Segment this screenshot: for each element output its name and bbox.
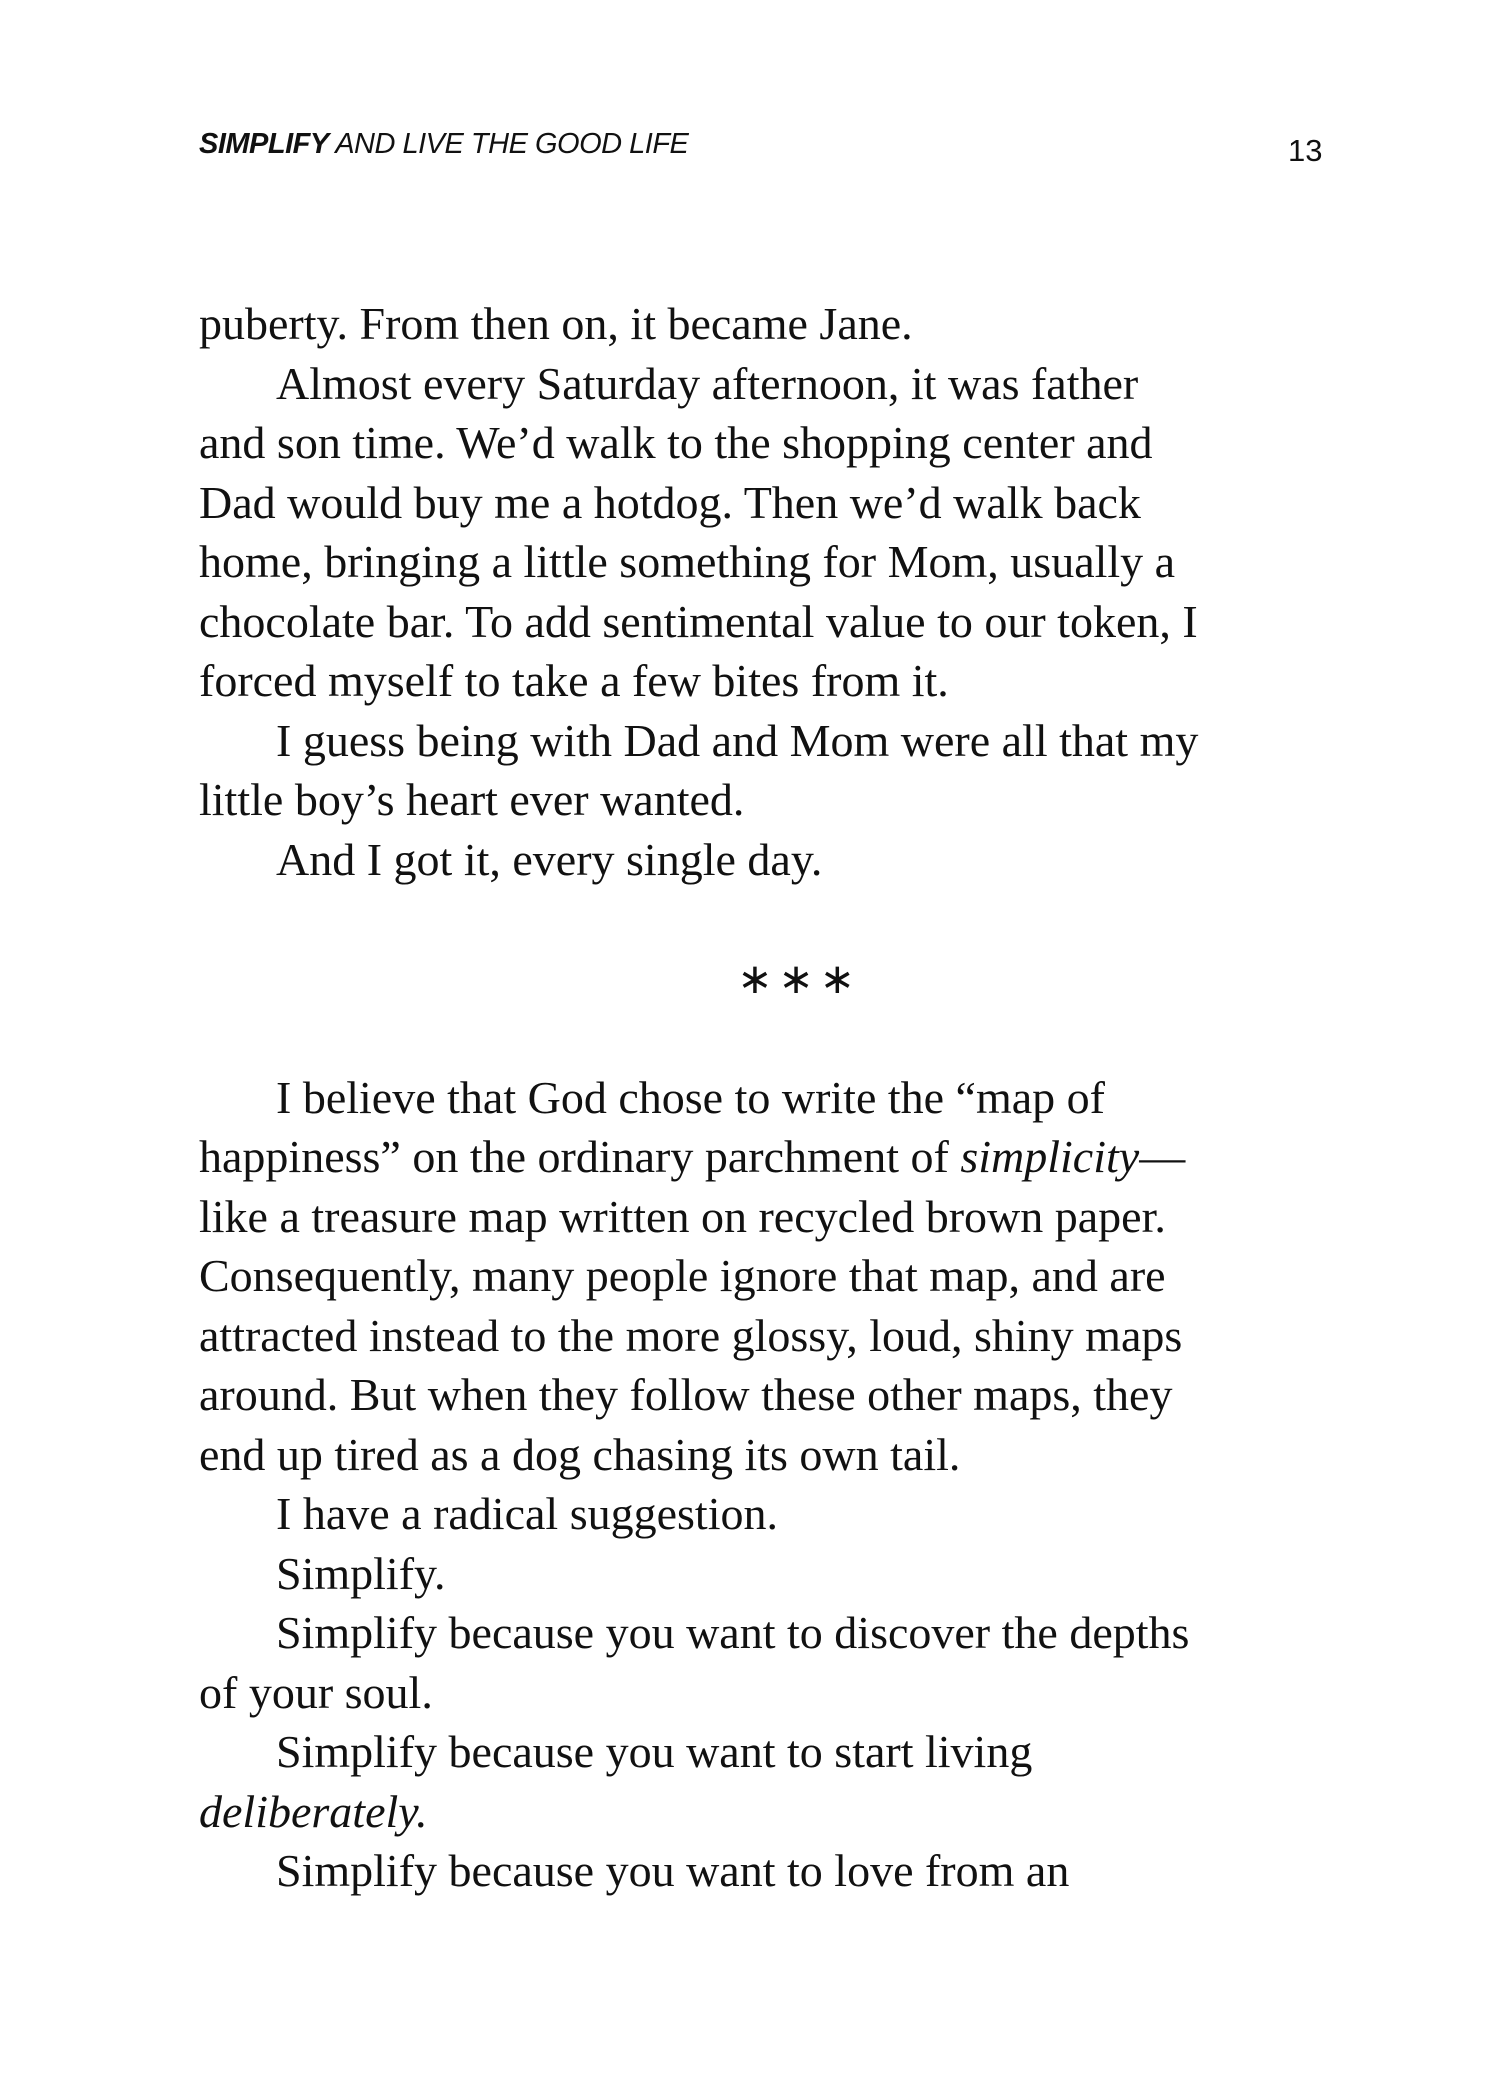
text-line: puberty. From then on, it became Jane. — [199, 298, 913, 349]
text-line: around. But when they follow these other maps, they — [199, 1369, 1173, 1420]
text-line: Simplify because you want to start living — [276, 1726, 1033, 1777]
text-line: of your soul. — [199, 1666, 433, 1718]
text-line: home, bringing a little something for Mom, usually a — [199, 536, 1176, 587]
text-line: I believe that God chose to write the “map of — [276, 1071, 1105, 1123]
running-head-book-title: SIMPLIFY — [199, 128, 329, 160]
text-segment: happiness” on the ordinary parchment of — [199, 1131, 961, 1182]
text-line: I have a radical suggestion. — [276, 1488, 778, 1539]
em-dash: — — [1139, 1131, 1186, 1182]
page-number: 13 — [1288, 133, 1323, 168]
running-head-title-rest: AND LIVE THE GOOD LIFE — [328, 128, 689, 160]
text-line: Dad would buy me a hotdog. Then we’d walk back — [199, 476, 1141, 528]
text-line — [199, 1782, 1349, 1842]
text-line: Simplify because you want to love from an — [276, 1845, 1070, 1896]
text-line: forced myself to take a few bites from it. — [199, 655, 949, 706]
text-line: end up tired as a dog chasing its own tail. — [199, 1428, 961, 1480]
text-line: chocolate bar. To add sentimental value to our token, I — [199, 595, 1198, 647]
text-line: Almost every Saturday afternoon, it was father — [276, 357, 1139, 409]
emphasis-simplicity: simplicity — [960, 1131, 1140, 1182]
text-line: And I got it, every single day. — [276, 833, 823, 885]
running-head — [199, 128, 688, 161]
text-line: attracted instead to the more glossy, loud, shiny maps — [199, 1309, 1183, 1361]
text-line: Simplify because you want to discover the depths — [276, 1607, 1190, 1658]
body-text — [199, 294, 1349, 1901]
text-line: Consequently, many people ignore that map, and are — [199, 1250, 1166, 1301]
text-line: and son time. We’d walk to the shopping center and — [199, 417, 1153, 468]
text-line — [199, 1127, 1349, 1187]
section-separator: ∗∗∗ — [737, 953, 861, 1003]
text-line: little boy’s heart ever wanted. — [199, 774, 745, 825]
text-line: like a treasure map written on recycled brown paper. — [199, 1190, 1166, 1242]
text-line: Simplify. — [276, 1547, 446, 1599]
text-line: I guess being with Dad and Mom were all that my — [276, 714, 1199, 766]
emphasis-deliberately: deliberately. — [199, 1785, 428, 1837]
